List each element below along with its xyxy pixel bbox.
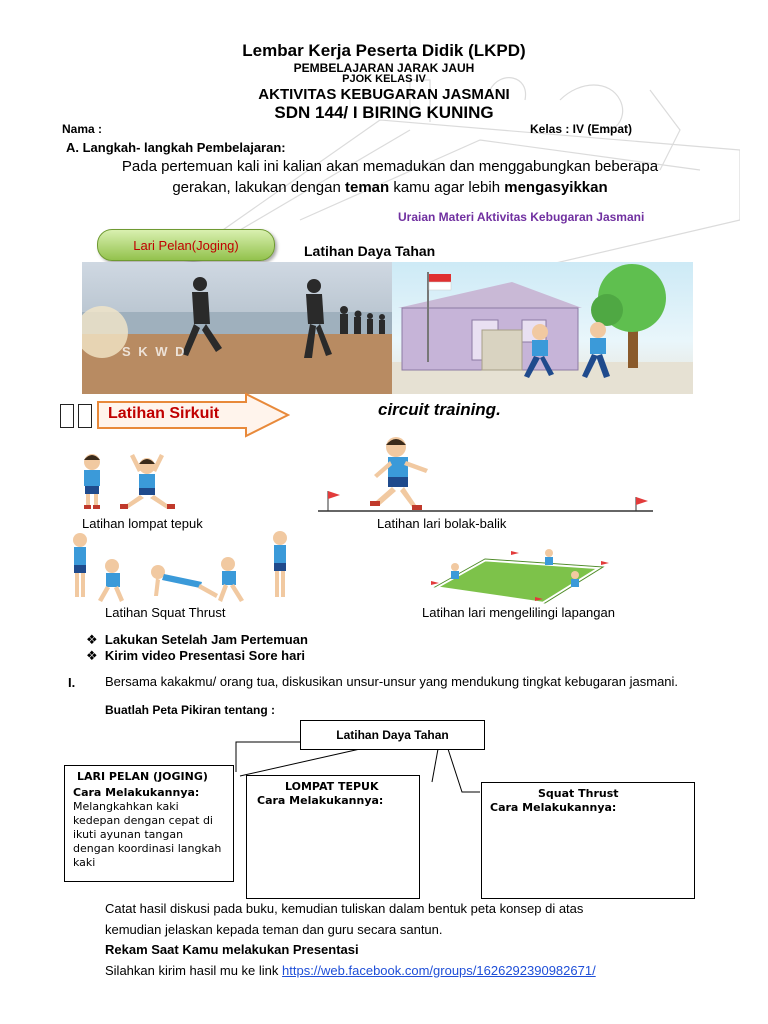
footer-paragraph-1: Catat hasil diskusi pada buku, kemudian tuliskan dalam bentuk peta konsep di atas: [105, 901, 584, 916]
squat-box-cara: Cara Melakukannya:: [490, 801, 617, 814]
mindmap-center-box: Latihan Daya Tahan: [300, 720, 485, 750]
intro-line-2a: gerakan, lakukan dengan: [172, 179, 345, 196]
subtitle-kelas: PJOK KELAS IV: [342, 73, 426, 85]
mindmap-lompat-box: [246, 775, 420, 899]
intro-line-1: Pada pertemuan kali ini kalian akan memadukan dan menggabungkan beberapa: [121, 158, 659, 175]
task-text: Bersama kakakmu/ orang tua, diskusikan unsur-unsur yang mendukung tingkat kebugaran jasmani.: [105, 674, 679, 689]
facebook-group-link[interactable]: https://web.facebook.com/groups/1626292390982671/: [282, 963, 596, 978]
jogging-pill-label: Lari Pelan(Joging): [133, 237, 239, 253]
subtitle-jarak-jauh: PEMBELAJARAN JARAK JAUH: [293, 61, 475, 75]
task-number: I.: [68, 675, 76, 690]
photo-watermark: S K W D: [122, 344, 187, 359]
subtitle-aktivitas: AKTIVITAS KEBUGARAN JASMANI: [258, 86, 510, 103]
lompat-box-cara: Cara Melakukannya:: [257, 794, 384, 807]
lari-box-cara: Cara Melakukannya:: [73, 786, 200, 799]
caption-lari-bolak-balik: Latihan lari bolak-balik: [377, 516, 507, 531]
daya-tahan-title: Latihan Daya Tahan: [304, 243, 436, 259]
lari-box-body: Melangkahkan kaki kedepan dengan cepat di ikuti ayunan tangan dengan koordinasi langkah kaki: [73, 800, 222, 869]
caption-squat-thrust: Latihan Squat Thrust: [105, 605, 226, 620]
mindmap-squat-box: [481, 782, 695, 899]
footer-rekam: Rekam Saat Kamu melakukan Presentasi: [105, 942, 359, 957]
caption-lari-keliling: Latihan lari mengelilingi lapangan: [422, 605, 615, 620]
intro-teman: teman: [344, 179, 390, 196]
school-name: SDN 144/ I BIRING KUNING: [274, 103, 494, 122]
mindmap-lari-box: [64, 765, 234, 882]
kelas-label: Kelas : IV (Empat): [530, 122, 633, 136]
diamond-bullet-icon: ❖: [86, 632, 98, 647]
bullet-item: ❖ Lakukan Setelah Jam Pertemuan: [86, 632, 308, 647]
footer-paragraph-2: kemudian jelaskan kepada teman dan guru secara santun.: [105, 922, 443, 937]
section-a-heading: A. Langkah- langkah Pembelajaran:: [66, 140, 286, 155]
diamond-bullet-icon: ❖: [86, 648, 98, 663]
latihan-sirkuit-label: Latihan Sirkuit: [108, 405, 220, 422]
uraian-heading: Uraian Materi Aktivitas Kebugaran Jasmani: [398, 210, 645, 224]
peta-pikiran-prompt: Buatlah Peta Pikiran tentang :: [105, 703, 276, 717]
lari-box-title: LARI PELAN (JOGING): [77, 770, 208, 783]
footer-link-line: Silahkan kirim hasil mu ke link https://web.facebook.com/groups/1626292390982671/: [105, 963, 596, 978]
lompat-box-title: LOMPAT TEPUK: [285, 780, 379, 793]
intro-line-2c: kamu agar lebih: [389, 179, 505, 196]
caption-lompat-tepuk: Latihan lompat tepuk: [82, 516, 203, 531]
squat-box-title: Squat Thrust: [538, 787, 619, 800]
bullet-item: ❖ Kirim video Presentasi Sore hari: [86, 648, 306, 663]
worksheet-title: Lembar Kerja Peserta Didik (LKPD): [242, 41, 526, 60]
nama-label: Nama :: [62, 122, 103, 136]
intro-mengasyikkan: mengasyikkan: [504, 179, 608, 196]
circuit-training-title: circuit training.: [378, 400, 501, 419]
